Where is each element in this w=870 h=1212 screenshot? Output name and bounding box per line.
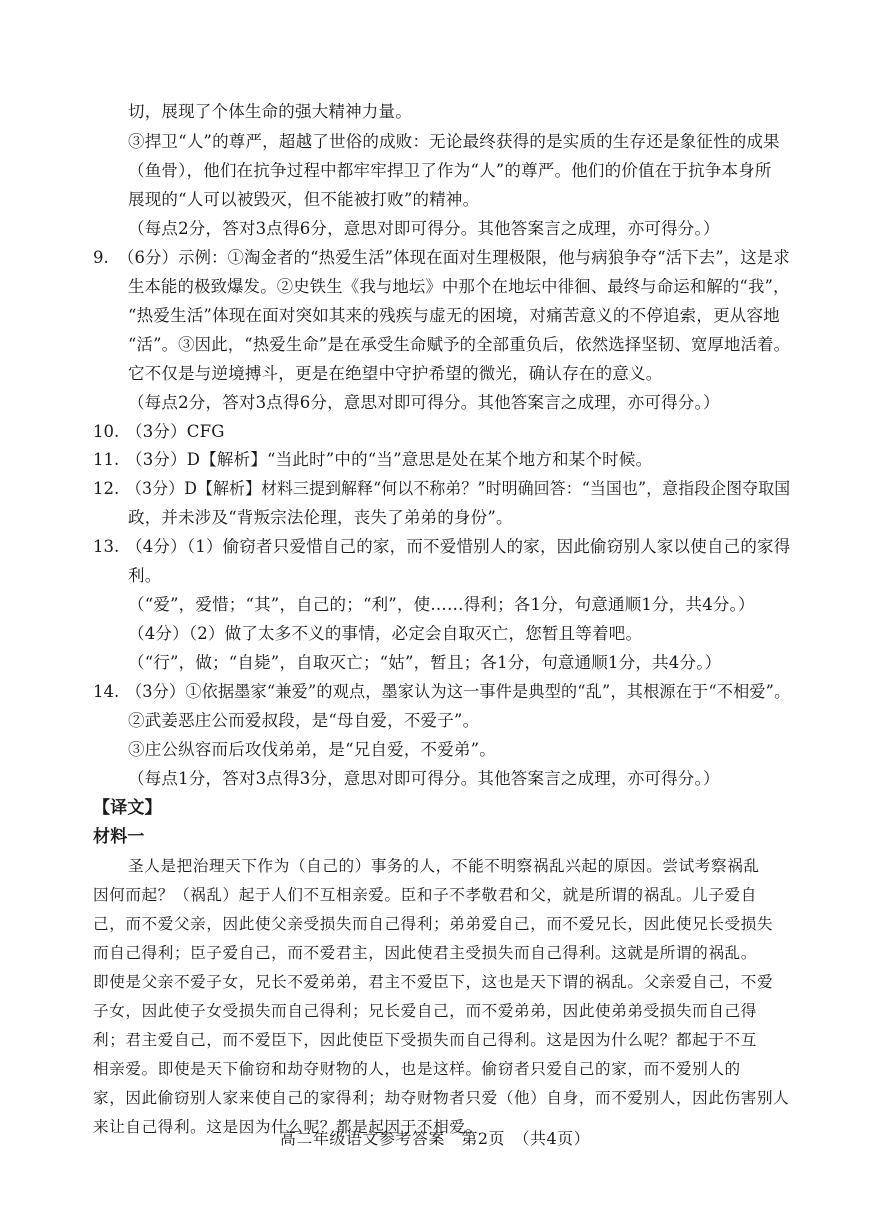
scoring-note: （每点1分，答对3点得3分，意思对即可得分。其他答案言之成理，亦可得分。） xyxy=(128,769,720,788)
translation-line: 相亲爱。即使是天下偷窃和劫夺财物的人，也是这样。偷窃者只爱自己的家，而不爱别人的 xyxy=(93,1060,741,1078)
text-line: ③庄公纵容而后攻伐弟弟，是“兄自爱，不爱弟”。 xyxy=(128,740,496,759)
text-line: （6分）示例：①淘金者的“热爱生活”体现在面对生理极限，他与病狼争夺“活下去”，这是求 xyxy=(118,248,790,267)
text-line: （3分）①依据墨家“兼爱”的观点，墨家认为这一事件是典型的“乱”，其根源在于“不相爱”。 xyxy=(126,682,791,701)
translation-line: 即使是父亲不爱子女，兄长不爱弟弟，君主不爱臣下，这也是天下谓的祸乱。父亲爱自己，不爱 xyxy=(93,973,774,991)
question-number: 14. xyxy=(93,682,120,701)
scoring-note: （“爱”，爱惜；“其”，自己的；“利”，使……得利；各1分，句意通顺1分，共4分。） xyxy=(128,595,755,614)
text-line: 利。 xyxy=(128,566,162,585)
scoring-note: （“行”，做；“自毙”，自取灭亡；“姑”，暂且；各1分，句意通顺1分，共4分。） xyxy=(128,653,722,672)
question-number: 12. xyxy=(93,479,120,498)
text-line: “热爱生活”体现在面对突如其来的残疾与虚无的困境，对痛苦意义的不停追索，更从容地 xyxy=(128,306,780,325)
text-line: 政，并未涉及“背叛宗法伦理，丧失了弟弟的身份”。 xyxy=(128,508,513,527)
text-line: 切，展现了个体生命的强大精神力量。 xyxy=(128,102,412,121)
text-line: （鱼骨），他们在抗争过程中都牢牢捍卫了作为“人”的尊严。他们的价值在于抗争本身所 xyxy=(128,161,772,180)
text-line: ②武姜恶庄公而爱叔段，是“母自爱，不爱子”。 xyxy=(128,711,480,730)
translation-line: 家，因此偷窃别人家来使自己的家得利；劫夺财物者只爱（他）自身，而不爱别人，因此伤害别人 xyxy=(93,1089,790,1107)
question-number: 9. xyxy=(93,248,109,267)
translation-line: 利；君主爱自己，而不爱臣下，因此使臣下受损失而自己得利。这是因为什么呢？都起于不互 xyxy=(93,1031,757,1049)
text-line: ③捍卫“人”的尊严，超越了世俗的成败：无论最终获得的是实质的生存还是象征性的成果 xyxy=(128,132,780,151)
text-line: （4分）（2）做了太多不义的事情，必定会自取灭亡，您暂且等着吧。 xyxy=(128,624,643,643)
scoring-note: （每点2分，答对3点得6分，意思对即可得分。其他答案言之成理，亦可得分。） xyxy=(128,393,720,412)
translation-line: 来让自己得利。这是因为什么呢？都是起因于不相爱。 xyxy=(93,1118,482,1136)
question-number: 13. xyxy=(93,537,120,556)
section-heading: 【译文】 xyxy=(93,798,162,818)
text-line: “活”。③因此，“热爱生命”是在承受生命赋予的全部重负后，依然选择坚韧、宽厚地活着。 xyxy=(128,335,791,354)
text-line: （3分）CFG xyxy=(126,422,225,441)
translation-line: 子女，因此使子女受损失而自己得利；兄长爱自己，而不爱弟弟，因此使弟弟受损失而自己得 xyxy=(93,1002,757,1020)
scoring-note: （每点2分，答对3点得6分，意思对即可得分。其他答案言之成理，亦可得分。） xyxy=(128,219,720,238)
text-line: （4分）（1）偷窃者只爱惜自己的家，而不爱惜别人的家，因此偷窃别人家以使自己的家得 xyxy=(126,537,791,556)
text-line: （3分）D【解析】材料三提到解释“何以不称弟？”时明确回答：“当国也”，意指段企图夺取国 xyxy=(126,479,791,498)
question-number: 10. xyxy=(93,422,120,441)
translation-line: 而自己得利；臣子爱自己，而不爱君主，因此使君主受损失而自己得利。这就是所谓的祸乱。 xyxy=(93,944,757,962)
text-line: 它不仅是与逆境搏斗，更是在绝望中守护希望的微光，确认存在的意义。 xyxy=(128,364,663,383)
translation-line: 因何而起？（祸乱）起于人们不互相亲爱。臣和子不孝敬君和父，就是所谓的祸乱。儿子爱自 xyxy=(93,886,757,904)
text-line: 生本能的极致爆发。②史铁生《我与地坛》中那个在地坛中徘徊、最终与命运和解的“我”， xyxy=(128,277,790,296)
material-heading: 材料一 xyxy=(93,827,145,847)
translation-line: 己，而不爱父亲，因此使父亲受损失而自己得利；弟弟爱自己，而不爱兄长，因此使兄长受损失 xyxy=(93,915,774,933)
page-footer-visible: 高二年级语文参考答案 第2页 （共4页） xyxy=(279,1129,591,1148)
translation-line: 圣人是把治理天下作为（自己的）事务的人，不能不明察祸乱兴起的原因。尝试考察祸乱 xyxy=(128,857,760,875)
question-number: 11. xyxy=(93,450,120,469)
text-line: 展现的“人可以被毁灭，但不能被打败”的精神。 xyxy=(128,190,480,209)
text-line: （3分）D【解析】“当此时”中的“当”意思是处在某个地方和某个时候。 xyxy=(126,450,653,469)
